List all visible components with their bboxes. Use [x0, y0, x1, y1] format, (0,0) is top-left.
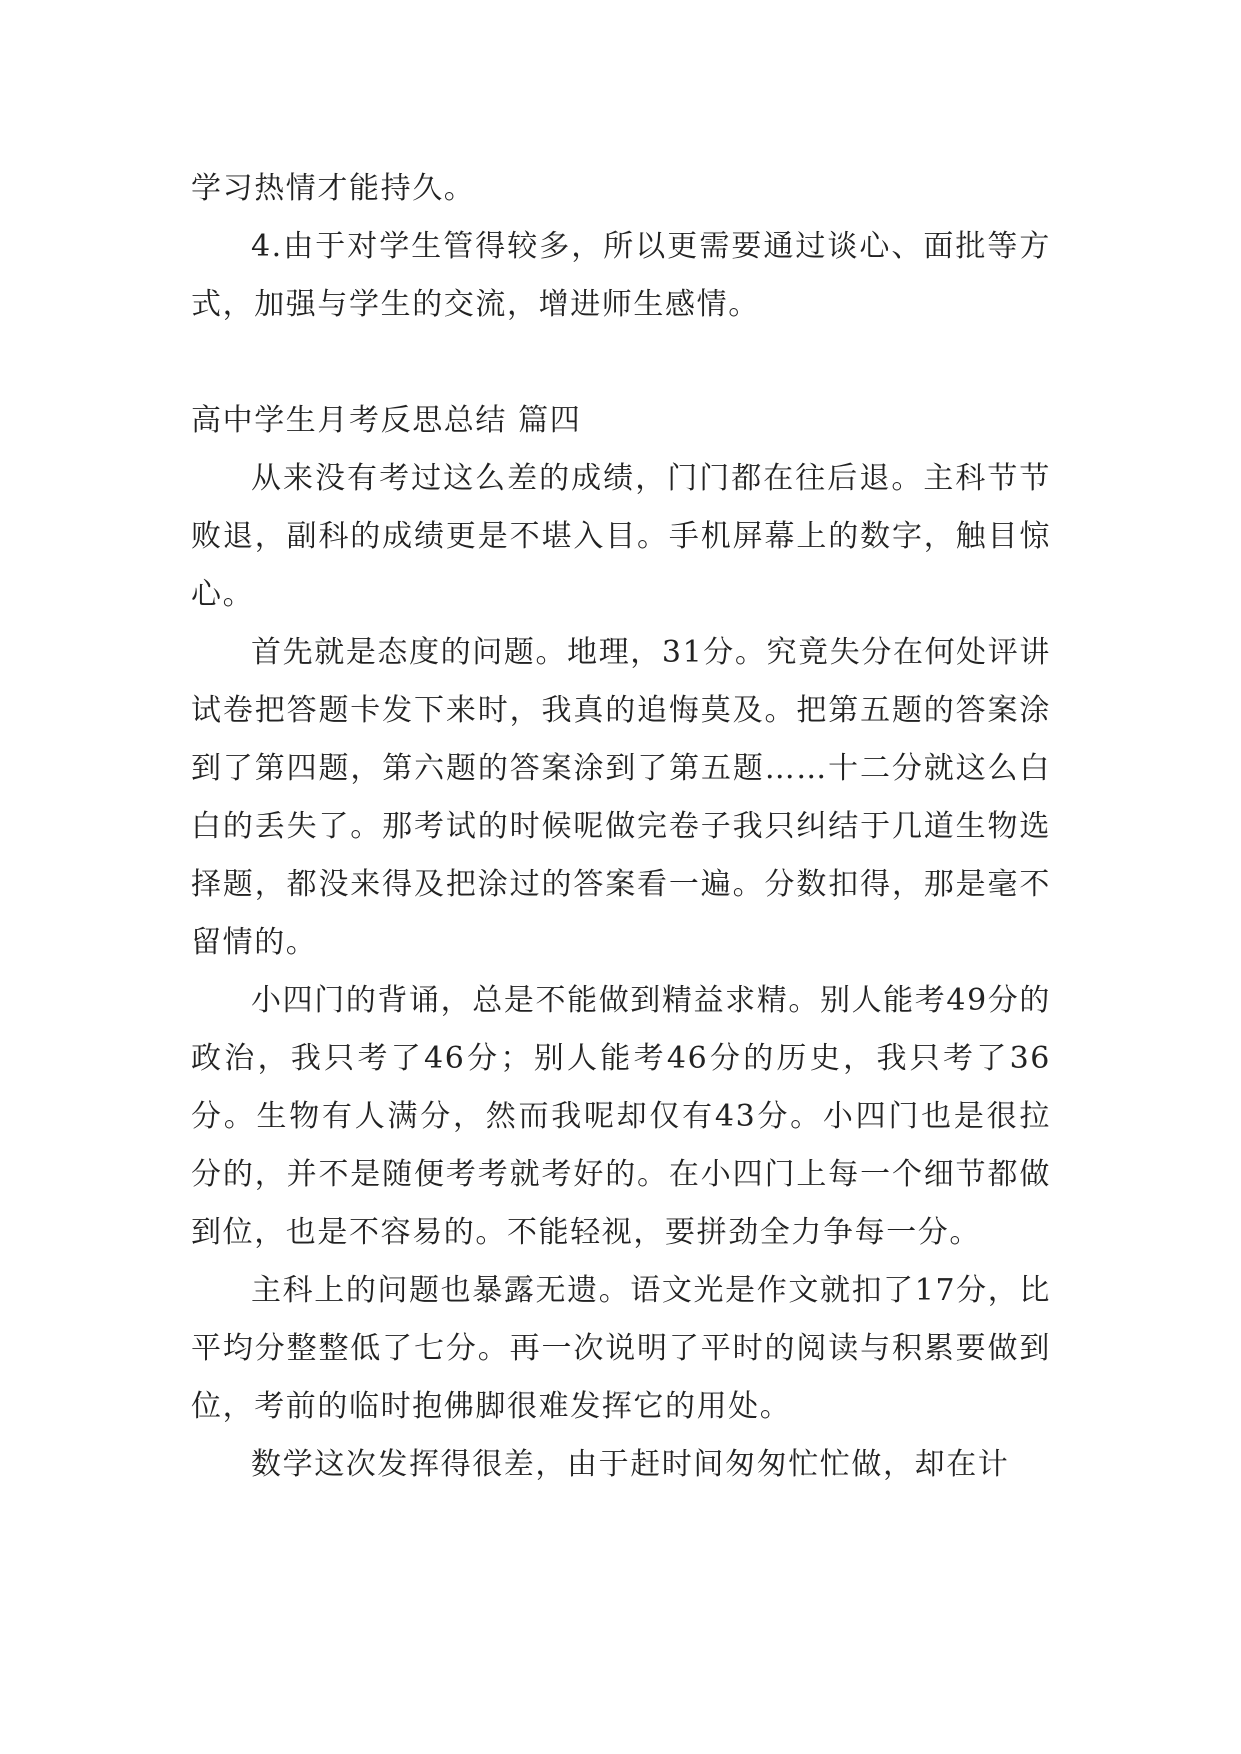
paragraph-point-4: 4.由于对学生管得较多，所以更需要通过谈心、面批等方式，加强与学生的交流，增进师生感情。: [191, 229, 1051, 322]
document-body: [191, 160, 1051, 1494]
paragraph: 数学这次发挥得很差，由于赶时间匆匆忙忙做，却在计: [251, 1447, 1010, 1482]
section-title: 高中学生月考反思总结 篇四: [191, 403, 582, 438]
paragraph: 从来没有考过这么差的成绩，门门都在往后退。主科节节败退，副科的成绩更是不堪入目。手机屏幕上的数字，触目惊心。: [191, 461, 1051, 612]
paragraph: 主科上的问题也暴露无遗。语文光是作文就扣了17分，比平均分整整低了七分。再一次说明了平时的阅读与积累要做到位，考前的临时抱佛脚很难发挥它的用处。: [191, 1273, 1051, 1424]
paragraph: 小四门的背诵，总是不能做到精益求精。别人能考49分的政治，我只考了46分；别人能考46分的历史，我只考了36分。生物有人满分，然而我呢却仅有43分。小四门也是很拉分的，并不是随便考考就考好的。在小四门上每一个细节都做到位，也是不容易的。不能轻视，要拼劲全力争每一分。: [191, 983, 1051, 1250]
paragraph-continued: 学习热情才能持久。: [191, 171, 476, 206]
paragraph: 首先就是态度的问题。地理，31分。究竟失分在何处评讲试卷把答题卡发下来时，我真的追悔莫及。把第五题的答案涂到了第四题，第六题的答案涂到了第五题……十二分就这么白白的丢失了。那考试的时候呢做完卷子我只纠结于几道生物选择题，都没来得及把涂过的答案看一遍。分数扣得，那是毫不留情的。: [191, 635, 1051, 960]
